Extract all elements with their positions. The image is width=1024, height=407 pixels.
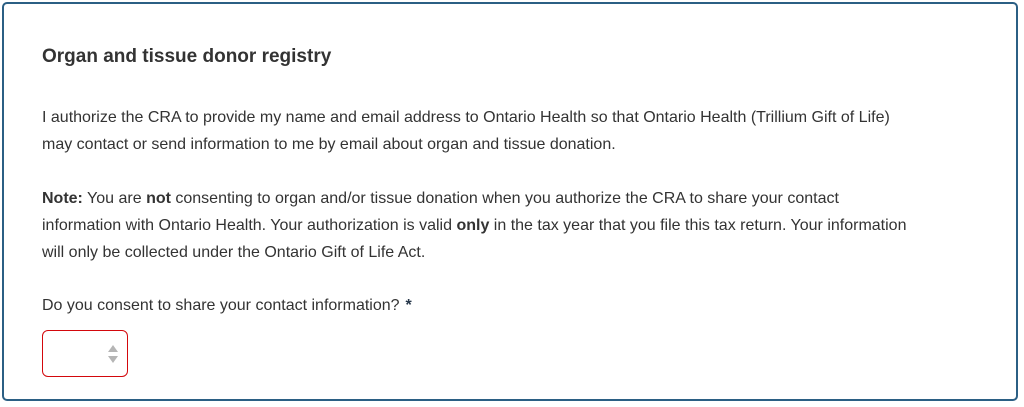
note-line-1-part-a: You are [82,190,147,207]
consent-question-label [42,297,412,315]
consent-question-text: Do you consent to share your contact information? [42,297,400,314]
authorization-line-2: may contact or send information to me by email about organ and tissue donation. [42,136,616,153]
note-line-2 [42,212,1002,239]
note-line-1-part-b: consenting to organ and/or tissue donation when you authorize the CRA to share your contact [170,190,839,207]
authorization-text [42,104,1002,158]
required-marker: * [405,297,412,314]
note-text [42,185,1002,266]
donor-registry-panel [2,2,1018,401]
note-emphasis-only: only [456,217,490,234]
section-title: Organ and tissue donor registry [42,46,332,67]
note-line-3: will only be collected under the Ontario Gift of Life Act. [42,244,426,261]
note-emphasis-not: not [146,190,171,207]
note-line-2-part-b: in the tax year that you file this tax return. Your information [489,217,907,234]
select-spinner-icon [108,345,118,363]
note-line-2-part-a: information with Ontario Health. Your authorization is valid [42,217,457,234]
note-line-1 [42,185,1002,212]
note-label: Note: [42,190,83,207]
consent-select[interactable] [42,330,128,377]
authorization-line-1: I authorize the CRA to provide my name and email address to Ontario Health so that Ontario Health (Trillium Gift of Life) [42,109,890,126]
